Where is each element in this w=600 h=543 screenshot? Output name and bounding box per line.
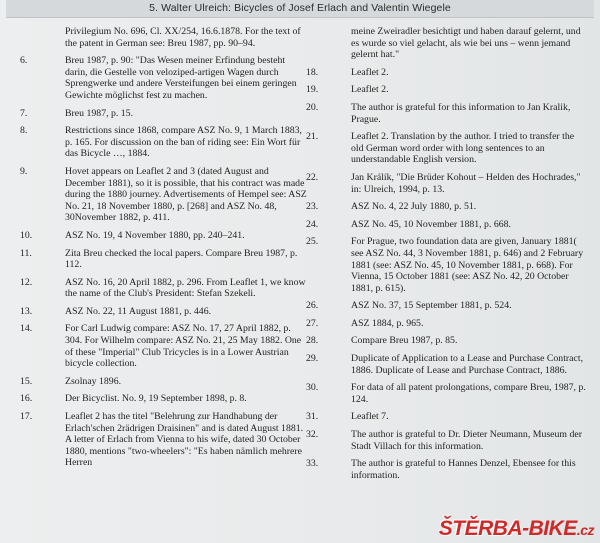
footnote-text: Duplicate of Application to a Lease and Purchase Contract, 1886. Duplicate of Lease and Purchase Contract, 1886. bbox=[351, 353, 584, 376]
footnote-text: Zsolnay 1896. bbox=[65, 375, 122, 387]
footnote-text: Restrictions since 1868, compare ASZ No. 9, 1 March 1883, p. 165. For discussion on the ban of riding see: Ein Wort für das Bicycle …, 1884. bbox=[65, 125, 302, 160]
footnote bbox=[20, 55, 307, 101]
footnote-text: ASZ No. 4, 22 July 1880, p. 51. bbox=[351, 201, 477, 213]
footnote-number: 20. bbox=[306, 101, 319, 113]
footnote-text: ASZ No. 37, 15 September 1881, p. 524. bbox=[351, 300, 512, 312]
footnote bbox=[306, 236, 588, 294]
footnote-text: For Prague, two foundation data are given, January 1881( see ASZ No. 44, 3 November 1881, p. 646) and 2 February 1881 (see: ASZ No. 45, 10 November 1881, p. 668). For Vienna, 15 October 1881 (see: ASZ No. 42, 20 October 1881, p. 615). bbox=[351, 236, 584, 294]
footnote bbox=[306, 219, 588, 231]
footnote-number: 30. bbox=[306, 382, 319, 394]
footnote-text: ASZ 1884, p. 965. bbox=[351, 317, 424, 329]
footnote bbox=[306, 382, 588, 405]
footnote-number: 24. bbox=[306, 218, 319, 230]
right-column bbox=[306, 26, 588, 487]
logo-bike-text: BIKE bbox=[528, 517, 577, 540]
footnote bbox=[306, 172, 588, 195]
footnote-number: 14. bbox=[20, 323, 33, 335]
footnote bbox=[20, 411, 307, 469]
footnote-number: 32. bbox=[306, 429, 319, 441]
footnote-number: 17. bbox=[20, 411, 33, 423]
footnote-text: Zita Breu checked the local papers. Compare Breu 1987, p. 112. bbox=[65, 247, 298, 271]
footnote-text: Leaflet 7. bbox=[351, 411, 389, 423]
note-continuation-left: Privilegium No. 696, Cl. XX/254, 16.6.1878. For the text of the patent in German see: Breu 1987, pp. 90–94. bbox=[65, 26, 301, 49]
footnote-number: 9. bbox=[20, 165, 28, 177]
footnote-text: For Carl Ludwig compare: ASZ No. 17, 27 April 1882, p. 304. For Wilhelm compare: ASZ No. 21, 25 May 1882. One of these "Imperial" Club Tricycles is in a Lower Austrian bicycle collection. bbox=[65, 323, 302, 370]
note-continuation-right: meine Zweiradler besichtigt und haben darauf gelernt, und es wurde so viel gelacht, als wie bei uns – wenn jemand gelernt hat." bbox=[351, 26, 581, 61]
footnote bbox=[306, 84, 588, 96]
logo-tld: .cz bbox=[576, 522, 594, 538]
footnote-text: ASZ No. 45, 10 November 1881, p. 668. bbox=[351, 218, 512, 230]
footnote-text: ASZ No. 16, 20 April 1882, p. 296. From Leaflet 1, we know the name of the Club's President: Stefan Szekeli. bbox=[65, 276, 306, 300]
logo-main-text: ŠTĚRBA bbox=[438, 517, 523, 540]
footnote-number: 28. bbox=[306, 335, 319, 347]
footnote-text: The author is grateful for this information to Jan Kralik, Prague. bbox=[351, 101, 571, 125]
footnote-number: 26. bbox=[306, 300, 319, 312]
footnote bbox=[306, 102, 588, 125]
sterba-bike-logo bbox=[439, 517, 594, 541]
footnote-number: 22. bbox=[306, 171, 319, 183]
footnote-text: The author is grateful to Hannes Denzel, Ebensee for this information. bbox=[351, 458, 576, 481]
footnote-number: 31. bbox=[306, 411, 319, 423]
footnote bbox=[306, 67, 588, 79]
footnote-text: Hovet appears on Leaflet 2 and 3 (dated August and December 1881), so it is possible, that his contract was made during the 1880 journey. Advertisements of Hempel see: ASZ No. 21, 18 November 1880, p. [268] and ASZ No. 48, 30November 1882, p. 411. bbox=[65, 165, 307, 224]
footnote-number: 13. bbox=[20, 305, 33, 317]
footnote-number: 6. bbox=[20, 55, 28, 67]
footnote-text: ASZ No. 22, 11 August 1881, p. 446. bbox=[65, 305, 212, 317]
footnote bbox=[20, 306, 307, 318]
footnote-number: 21. bbox=[306, 131, 319, 143]
footnote-number: 25. bbox=[306, 236, 319, 248]
footnote bbox=[20, 248, 307, 271]
footnote bbox=[20, 376, 307, 388]
footnote bbox=[306, 458, 588, 481]
footnote-number: 33. bbox=[306, 458, 319, 470]
footnote-text: Leaflet 2. bbox=[351, 84, 389, 96]
footnote bbox=[20, 323, 307, 369]
footnote-number: 27. bbox=[306, 317, 319, 329]
left-notes-list bbox=[20, 55, 307, 469]
footnote-number: 29. bbox=[306, 353, 319, 365]
footnote bbox=[20, 166, 307, 224]
footnote bbox=[20, 108, 307, 120]
footnote-text: ASZ No. 19, 4 November 1880, pp. 240–241. bbox=[65, 229, 245, 241]
footnote bbox=[306, 131, 588, 166]
footnote-number: 12. bbox=[20, 276, 33, 288]
footnote-text: Leaflet 2. Translation by the author. I tried to transfer the old German word order with long sentences to an understandable English version. bbox=[351, 131, 575, 166]
footnote-text: Jan Králík, "Die Brüder Kohout – Helden des Hochrades," in: Ulreich, 1994, p. 13. bbox=[351, 171, 581, 195]
footnote bbox=[20, 277, 307, 300]
footnote bbox=[306, 429, 588, 452]
footnote-number: 8. bbox=[20, 125, 28, 137]
footnote-number: 11. bbox=[20, 247, 32, 259]
footnote bbox=[306, 335, 588, 347]
footnote-number: 15. bbox=[20, 375, 33, 387]
footnote bbox=[306, 353, 588, 376]
footnote bbox=[306, 300, 588, 312]
footnote bbox=[306, 318, 588, 330]
footnote-text: Breu 1987, p. 90: "Das Wesen meiner Erfindung besteht darin, die Gestelle von veloziped-artigen Wagen durch Sprengwerke und andere Versteifungen bei einem geringen Gewichte möglichst fest zu machen. bbox=[65, 55, 297, 101]
footnote bbox=[306, 201, 588, 213]
footnote-text: Der Bicyclist. No. 9, 19 September 1898, p. 8. bbox=[65, 393, 247, 405]
footnote bbox=[306, 411, 588, 423]
footnote-text: For data of all patent prolongations, compare Breu, 1987, p. 124. bbox=[351, 382, 586, 405]
footnote-text: Breu 1987, p. 15. bbox=[65, 107, 134, 119]
footnote bbox=[20, 125, 307, 160]
right-notes-list bbox=[306, 67, 588, 482]
footnote bbox=[20, 230, 307, 242]
footnote-number: 10. bbox=[20, 229, 33, 241]
footnote-number: 18. bbox=[306, 66, 319, 78]
logo-dash: - bbox=[522, 517, 529, 540]
footnote-number: 19. bbox=[306, 84, 319, 96]
left-column bbox=[20, 26, 307, 475]
footnote-text: Leaflet 2. bbox=[351, 66, 389, 78]
running-header: 5. Walter Ulreich: Bicycles of Josef Erlach and Valentin Wiegele bbox=[6, 0, 594, 18]
footnote-text: The author is grateful to Dr. Dieter Neumann, Museum der Stadt Villach for this information. bbox=[351, 429, 582, 452]
footnote-number: 23. bbox=[306, 201, 319, 213]
footnote-number: 16. bbox=[20, 393, 33, 405]
footnote-text: Leaflet 2 has the titel "Belehrung zur Handhabung der Erlach'schen 2rädrigen Draisinen" and is dated August 1881. A letter of Erlach from Vienna to his wife, dated 30 October 1880, mentions "two-wheelers": "Es haben nämlich mehrere Herren bbox=[65, 411, 304, 469]
footnote bbox=[20, 393, 307, 405]
footnote-number: 7. bbox=[20, 107, 28, 119]
footnote-text: Compare Breu 1987, p. 85. bbox=[351, 335, 458, 347]
